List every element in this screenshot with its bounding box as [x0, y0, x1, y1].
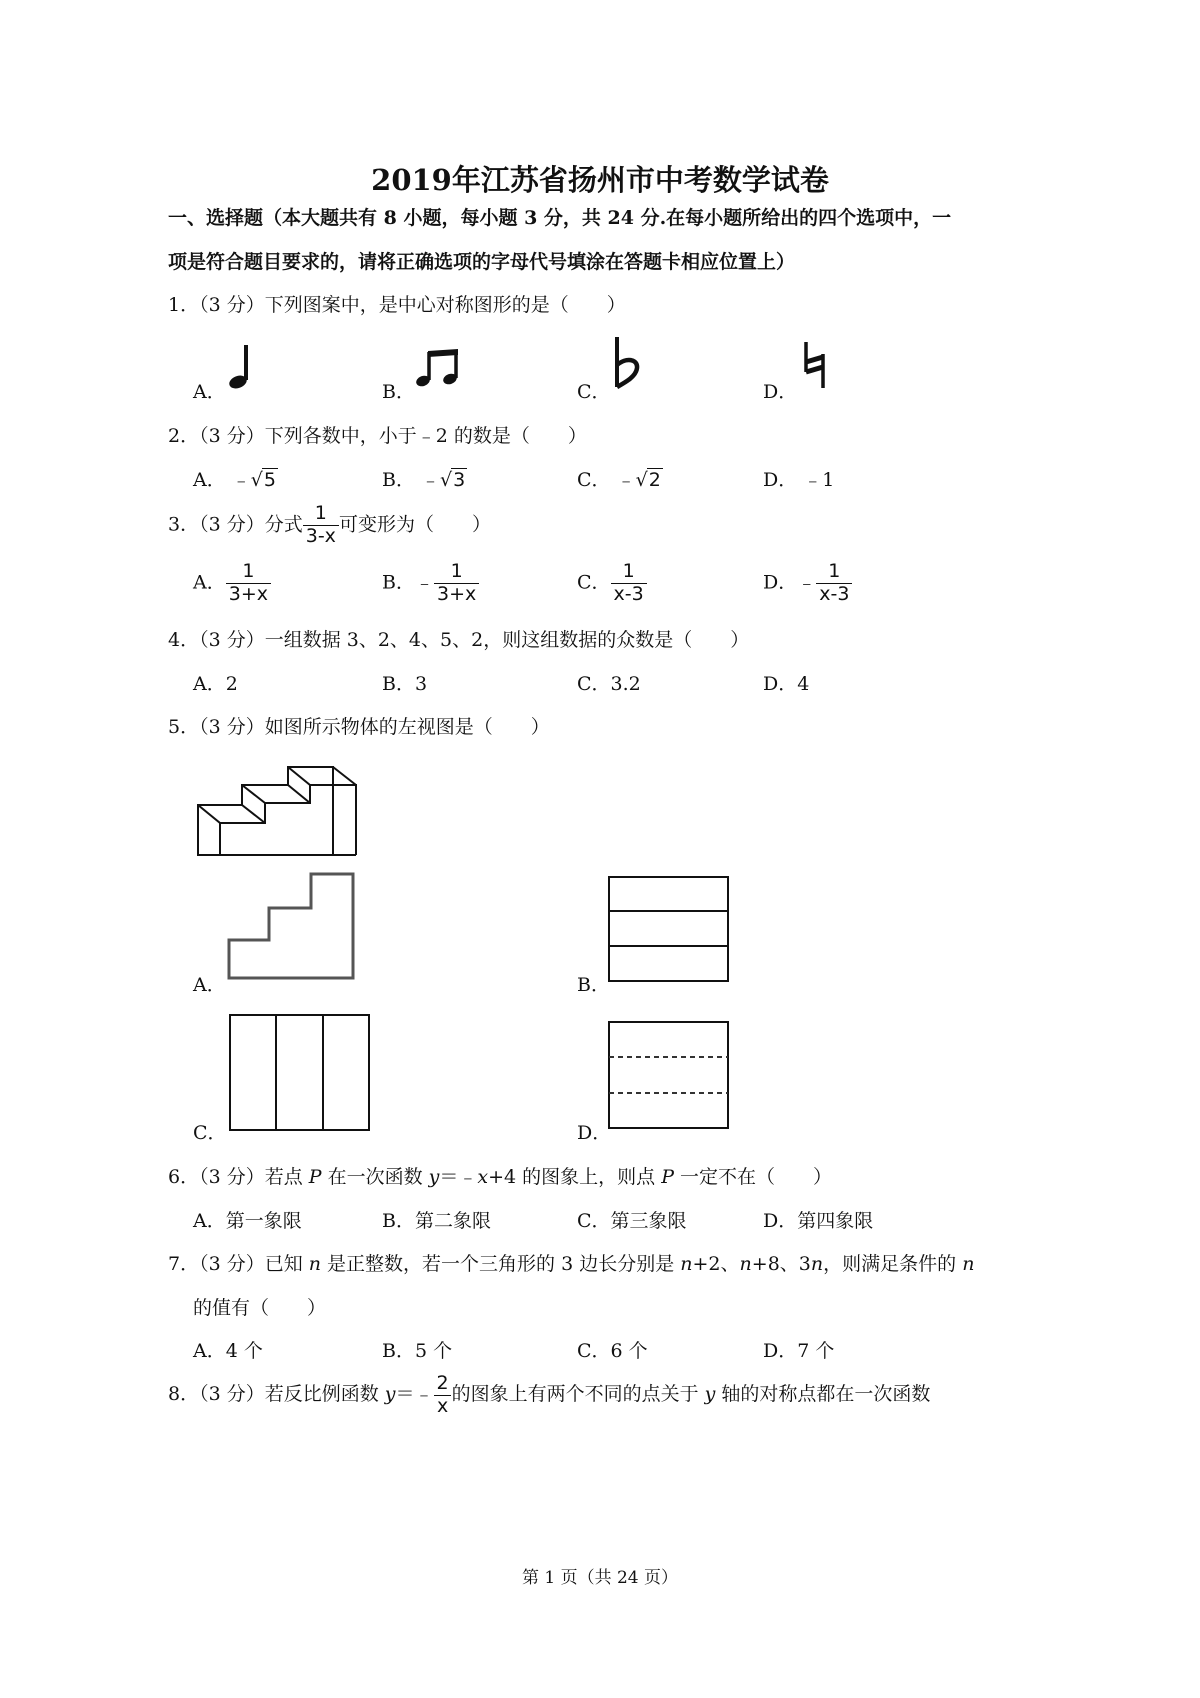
q5-option-c-label: C．: [193, 1122, 227, 1144]
q2-option-b-value: ﹣√3: [421, 469, 466, 491]
q6-stem: 6．（3 分）若点 P 在一次函数 y＝﹣x+4 的图象上，则点 P 一定不在（ ）: [168, 1166, 833, 1188]
q7-option-b: B．5 个: [382, 1340, 453, 1362]
q1-option-a-label: A．: [193, 381, 226, 403]
q7-option-c: C．6 个: [577, 1340, 648, 1362]
q2-option-c: [577, 465, 663, 492]
q2-option-b-label: B．: [382, 469, 415, 491]
q3-stem-fraction: $\frac{1}{3-x}$: [303, 503, 339, 548]
q3-option-c: C． $\frac{1}{x-3}$: [577, 561, 647, 606]
q5-option-b-figure: [607, 875, 732, 985]
q1-option-c-label: C．: [577, 381, 611, 403]
q6-option-a: A．第一象限: [193, 1210, 302, 1232]
q3-option-c-fraction: $\frac{1}{x-3}$: [611, 561, 647, 606]
section-header-line2: 项是符合题目要求的，请将正确选项的字母代号填涂在答题卡相应位置上）: [168, 251, 796, 273]
q4-stem: 4．（3 分）一组数据 3、2、4、5、2，则这组数据的众数是（ ）: [168, 629, 750, 651]
q1-option-b-label: B．: [382, 381, 415, 403]
q1-stem: 1．（3 分）下列图案中，是中心对称图形的是（ ）: [168, 294, 626, 316]
section-header-line1: 一、选择题（本大题共有 8 小题，每小题 3 分，共 24 分.在每小题所给出的四个选项中，一: [168, 207, 952, 229]
q5-option-d-label: D．: [577, 1122, 612, 1144]
q6-option-d: D．第四象限: [763, 1210, 874, 1232]
q2-option-d-value: ﹣1: [803, 469, 835, 491]
q3-stem: 3．（3 分）分式 $\frac{1}{3-x}$ 可变形为（ ）: [168, 502, 491, 547]
q2-option-a-value: ﹣√5: [231, 469, 276, 491]
q3-option-d: D．﹣ $\frac{1}{x-3}$: [763, 561, 852, 606]
q4-option-b: B．3: [382, 673, 428, 695]
beamed-eighth-notes-icon: [416, 348, 462, 390]
q1-option-d-label: D．: [763, 381, 798, 403]
page-footer: 第 1 页（共 24 页）: [521, 1568, 679, 1588]
q7-stem-line2: 的值有（ ）: [193, 1297, 327, 1319]
q2-option-a-label: A．: [193, 469, 226, 491]
q7-option-d: D．7 个: [763, 1340, 835, 1362]
q3-option-a: A． $\frac{1}{3+x}$: [193, 561, 271, 606]
flat-sign-icon: [610, 335, 644, 391]
q4-option-d: D．4: [763, 673, 810, 695]
q2-option-a: [193, 465, 278, 492]
q2-option-d-label: D．: [763, 469, 798, 491]
q3-option-b-fraction: $\frac{1}{3+x}$: [434, 561, 479, 606]
q4-option-c: C．3.2: [577, 673, 641, 695]
q3-option-b: B．﹣ $\frac{1}{3+x}$: [382, 561, 479, 606]
q5-option-d-figure: [607, 1020, 732, 1132]
q7-option-a: A．4 个: [193, 1340, 263, 1362]
natural-sign-icon: [800, 340, 830, 392]
q4-option-a: A．2: [193, 673, 238, 695]
q2-option-c-value: ﹣√2: [616, 469, 661, 491]
page-title: 2019年江苏省扬州市中考数学试卷: [371, 163, 829, 197]
q7-stem-line1: 7．（3 分）已知 n 是正整数，若一个三角形的 3 边长分别是 n+2、n+8、3n，则满足条件的 n: [168, 1253, 975, 1275]
q5-option-a-figure: [225, 870, 360, 985]
q8-fraction: $\frac{2}{x}$: [434, 1373, 452, 1418]
q2-option-c-label: C．: [577, 469, 611, 491]
q5-stem: 5．（3 分）如图所示物体的左视图是（ ）: [168, 716, 550, 738]
q3-option-a-fraction: $\frac{1}{3+x}$: [226, 561, 271, 606]
q6-option-c: C．第三象限: [577, 1210, 687, 1232]
q2-option-b: [382, 465, 467, 492]
staircase-figure: [190, 745, 370, 860]
q3-option-d-fraction: $\frac{1}{x-3}$: [816, 561, 852, 606]
q5-option-a-label: A．: [193, 974, 226, 996]
q5-option-b-label: B．: [577, 974, 610, 996]
q6-option-b: B．第二象限: [382, 1210, 491, 1232]
q5-option-c-figure: [228, 1013, 373, 1133]
q2-stem: 2．（3 分）下列各数中，小于﹣2 的数是（ ）: [168, 425, 587, 447]
quarter-note-icon: [225, 342, 255, 392]
q8-stem: 8．（3 分）若反比例函数 y＝﹣ $\frac{2}{x}$ 的图象上有两个不同的点关于 y 轴的对称点都在一次函数: [168, 1371, 931, 1417]
q2-option-d: [763, 465, 834, 492]
